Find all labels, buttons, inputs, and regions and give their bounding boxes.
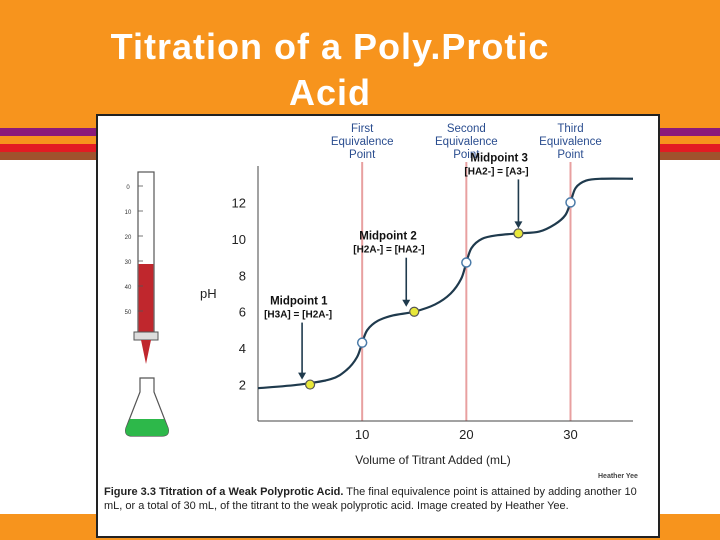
burette-scale-label: 40 bbox=[124, 285, 132, 291]
midpoint-label: Midpoint 2 bbox=[359, 230, 417, 243]
equivalence-point-label: Equivalence bbox=[330, 136, 394, 148]
figure-caption bbox=[104, 486, 644, 513]
point-markers bbox=[306, 198, 575, 389]
titration-figure bbox=[96, 114, 660, 538]
equivalence-point-label: Point bbox=[349, 149, 376, 161]
equivalence-point-marker bbox=[566, 198, 575, 207]
slide-title-line-2: Acid bbox=[288, 72, 371, 113]
midpoint-marker bbox=[306, 380, 315, 389]
image-credit: Heather Yee bbox=[598, 473, 638, 480]
erlenmeyer-flask bbox=[126, 378, 169, 436]
equivalence-labels bbox=[331, 123, 602, 161]
y-tick-label: 12 bbox=[231, 195, 246, 211]
y-tick-label: 4 bbox=[238, 341, 246, 357]
burette bbox=[125, 172, 158, 364]
burette-tip bbox=[141, 340, 151, 364]
x-tick-label: 20 bbox=[459, 427, 474, 442]
caption-title: Figure 3.3 Titration of a Weak Polyprotic Acid. bbox=[104, 486, 344, 498]
x-axis-label: Volume of Titrant Added (mL) bbox=[355, 453, 511, 467]
equivalence-point-label: First bbox=[350, 123, 374, 135]
burette-scale-label: 10 bbox=[124, 210, 132, 216]
slide-title bbox=[40, 24, 620, 116]
equivalence-point-marker bbox=[358, 338, 367, 347]
midpoint-equation: [HA2-] = [A3-] bbox=[464, 166, 529, 178]
equivalence-point-label: Point bbox=[453, 149, 480, 161]
equivalence-point-label: Equivalence bbox=[435, 136, 498, 148]
burette-scale-label: 20 bbox=[124, 235, 132, 241]
equivalence-point-label: Third bbox=[557, 123, 584, 135]
y-tick-label: 6 bbox=[238, 304, 246, 320]
burette-scale-label: 30 bbox=[124, 260, 132, 266]
burette-scale-label: 50 bbox=[124, 310, 132, 316]
y-tick-label: 10 bbox=[231, 231, 246, 247]
equivalence-point-marker bbox=[462, 258, 471, 267]
equivalence-lines bbox=[362, 162, 570, 421]
equivalence-point-label: Point bbox=[557, 149, 584, 161]
midpoint-arrow-head bbox=[298, 373, 306, 380]
flask-liquid bbox=[126, 419, 169, 436]
burette-scale-label: 0 bbox=[126, 185, 130, 191]
y-tick-label: 8 bbox=[238, 268, 246, 284]
burette-liquid bbox=[139, 264, 154, 332]
midpoint-label: Midpoint 1 bbox=[270, 295, 328, 308]
slide-title-line-1: Titration of a Poly.Protic bbox=[110, 26, 550, 67]
x-tick-label: 10 bbox=[354, 427, 370, 442]
midpoint-arrow-head bbox=[514, 221, 522, 228]
y-axis-label: pH bbox=[200, 286, 217, 301]
x-tick-label: 30 bbox=[563, 427, 578, 442]
midpoint-label: Midpoint 3 bbox=[470, 152, 528, 165]
equivalence-point-label: Equivalence bbox=[539, 136, 602, 148]
midpoint-marker bbox=[514, 229, 523, 238]
midpoint-equation: [H3A] = [H2A-] bbox=[264, 309, 333, 321]
midpoint-equation: [H2A-] = [HA2-] bbox=[353, 244, 425, 256]
burette-stopcock bbox=[134, 332, 158, 340]
titration-curve-line bbox=[258, 179, 633, 389]
midpoint-labels bbox=[264, 152, 529, 379]
equivalence-point-label: Second bbox=[446, 123, 486, 135]
midpoint-marker bbox=[410, 307, 419, 316]
caption-body: The final equivalence point is attained by adding another 10 mL, or a total of 30 mL, of the titrant to the weak polyprotic acid. Image created by Heather Yee. bbox=[104, 486, 637, 512]
y-tick-label: 2 bbox=[238, 377, 246, 393]
midpoint-arrow-head bbox=[402, 300, 410, 307]
titration-chart bbox=[98, 116, 658, 486]
